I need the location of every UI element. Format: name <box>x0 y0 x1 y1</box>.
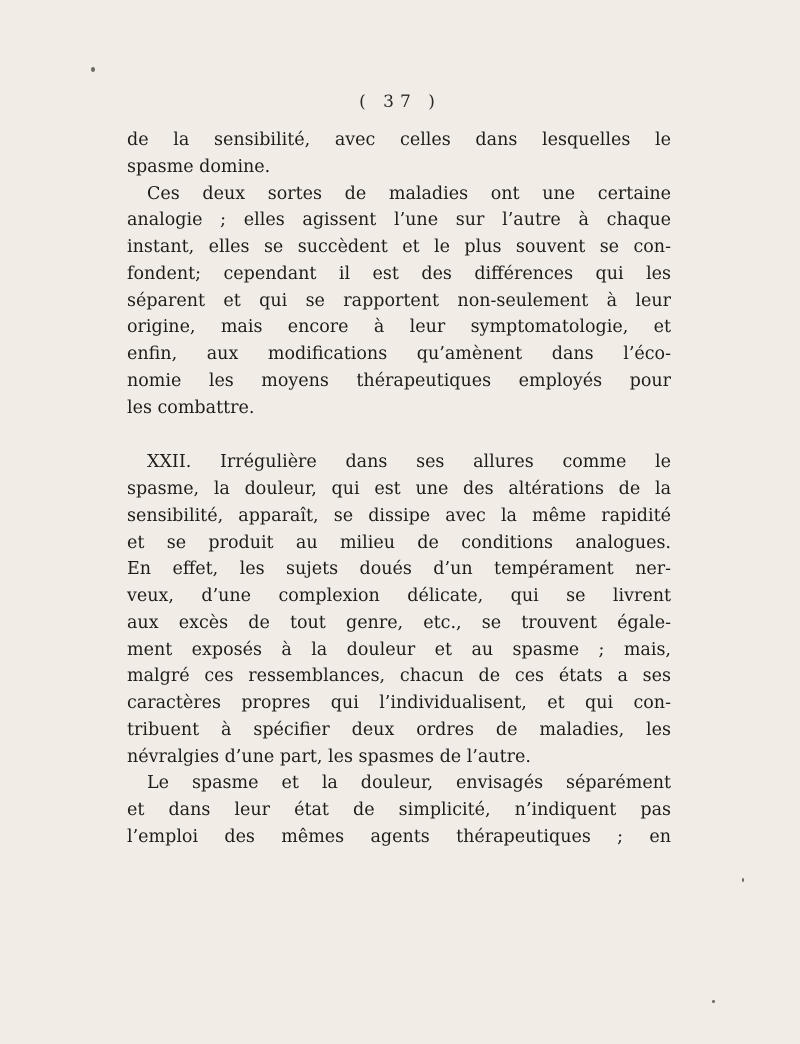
paragraph <box>127 181 671 422</box>
ink-spot <box>91 67 95 72</box>
ink-spot <box>742 878 744 882</box>
text-line: caractères propres qui l’individualisent, et qui con- <box>127 693 671 713</box>
body-text <box>127 127 671 851</box>
text-line: séparent et qui se rapportent non-seulement à leur <box>127 290 671 311</box>
page-number: ( 37 ) <box>359 92 441 112</box>
text-line: analogie ; elles agissent l’une sur l’autre à chaque <box>127 210 671 231</box>
text-line: les combattre. <box>127 397 255 418</box>
text-line: instant, elles se succèdent et le plus souvent se con- <box>127 237 671 257</box>
text-line: En effet, les sujets doués d’un tempérament ner- <box>127 559 671 580</box>
text-line: ment exposés à la douleur et au spasme ; mais, <box>127 639 671 660</box>
paragraph <box>127 127 671 181</box>
text-line: origine, mais encore à leur symptomatologie, et <box>127 317 671 338</box>
text-line: spasme, la douleur, qui est une des altérations de la <box>127 479 671 499</box>
text-line: spasme domine. <box>127 156 271 177</box>
text-line: sensibilité, apparaît, se dissipe avec la même rapidité <box>127 505 671 526</box>
text-line: tribuent à spécifier deux ordres de maladies, les <box>127 719 671 740</box>
paragraph <box>127 449 671 770</box>
text-line: veux, d’une complexion délicate, qui se livrent <box>127 586 671 606</box>
text-line: Ces deux sortes de maladies ont une certaine <box>147 183 671 204</box>
text-line: XXII. Irrégulière dans ses allures comme le <box>147 452 671 473</box>
text-line: Le spasme et la douleur, envisagés séparément <box>147 773 671 794</box>
text-line: aux excès de tout genre, etc., se trouvent égale- <box>127 612 671 633</box>
text-line: et se produit au milieu de conditions analogues. <box>127 532 671 553</box>
text-line: malgré ces ressemblances, chacun de ces états a ses <box>127 666 671 687</box>
text-line: l’emploi des mêmes agents thérapeutiques ; en <box>127 826 671 847</box>
text-line: fondent; cependant il est des différences qui les <box>127 263 671 284</box>
ink-spot <box>712 1000 715 1003</box>
text-line: névralgies d’une part, les spasmes de l’autre. <box>127 746 531 767</box>
section-gap <box>127 421 671 449</box>
text-line: nomie les moyens thérapeutiques employés pour <box>127 370 671 391</box>
text-line: de la sensibilité, avec celles dans lesquelles le <box>127 130 671 150</box>
text-line: et dans leur état de simplicité, n’indiquent pas <box>127 800 671 820</box>
paragraph <box>127 770 671 850</box>
text-line: enfin, aux modifications qu’amènent dans l’éco- <box>127 344 671 364</box>
